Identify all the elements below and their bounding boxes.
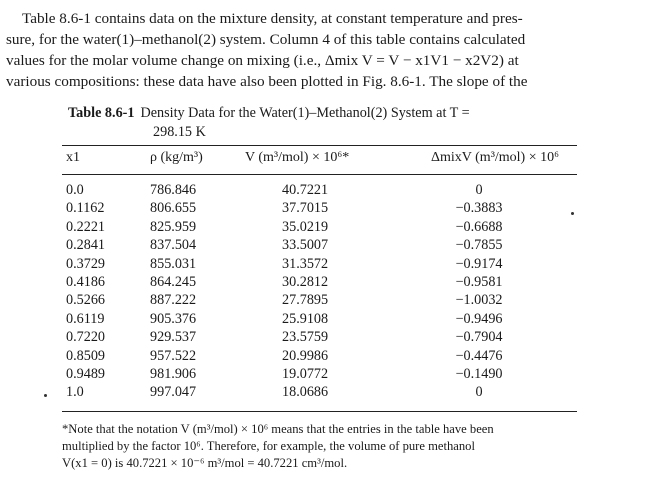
table-row — [0, 329, 664, 347]
table-row — [0, 237, 664, 255]
table-row — [0, 366, 664, 384]
cell-density: 864.245 — [150, 273, 197, 290]
table-footnote — [62, 421, 582, 472]
cell-mixing-volume: −0.9496 — [455, 310, 503, 327]
table-header-rule — [62, 174, 577, 175]
paragraph-line-3: values for the molar volume change on mixing (i.e., Δmix V = V − x1V1 − x2V2) at — [6, 52, 519, 69]
cell-x1: 0.8509 — [66, 347, 106, 364]
table-number: Table 8.6-1 — [68, 105, 135, 121]
cell-mixing-volume: −1.0032 — [455, 292, 503, 309]
cell-x1: 0.1162 — [66, 200, 105, 217]
table-row — [0, 200, 664, 218]
cell-x1: 0.5266 — [66, 292, 106, 309]
cell-x1: 1.0 — [66, 384, 84, 401]
cell-x1: 0.4186 — [66, 273, 106, 290]
table-body — [0, 182, 664, 403]
cell-mixing-volume: −0.4476 — [455, 347, 503, 364]
header-mixing-volume: ΔmixV (m³/mol) × 10⁶ — [431, 150, 559, 165]
cell-density: 905.376 — [150, 310, 197, 327]
cell-molar-volume: 33.5007 — [282, 237, 329, 254]
table-row — [0, 219, 664, 237]
paragraph-line-1: Table 8.6-1 contains data on the mixture density, at constant temperature and pres- — [22, 10, 523, 27]
cell-x1: 0.2221 — [66, 218, 106, 235]
cell-molar-volume: 18.0686 — [282, 384, 329, 401]
paragraph-line-4: various compositions: these data have also been plotted in Fig. 8.6-1. The slope of the — [6, 73, 528, 90]
cell-density: 981.906 — [150, 365, 197, 382]
cell-molar-volume: 30.2812 — [282, 273, 329, 290]
cell-mixing-volume: 0 — [475, 384, 483, 401]
cell-molar-volume: 20.9986 — [282, 347, 329, 364]
cell-mixing-volume: 0 — [475, 182, 483, 198]
table-caption — [68, 104, 588, 142]
footnote-line-2: multiplied by the factor 10⁶. Therefore, for example, the volume of pure methanol — [62, 439, 475, 453]
cell-x1: 0.7220 — [66, 329, 106, 346]
table-row — [0, 256, 664, 274]
table-row — [0, 292, 664, 310]
table-bottom-rule — [62, 411, 577, 412]
table-row — [0, 274, 664, 292]
cell-x1: 0.0 — [66, 182, 84, 198]
cell-density: 929.537 — [150, 329, 197, 346]
cell-molar-volume: 25.9108 — [282, 310, 329, 327]
cell-density: 957.522 — [150, 347, 197, 364]
table-row — [0, 384, 664, 402]
cell-molar-volume: 27.7895 — [282, 292, 329, 309]
cell-density: 825.959 — [150, 218, 197, 235]
cell-mixing-volume: −0.7904 — [455, 329, 503, 346]
table-top-rule — [62, 145, 577, 146]
intro-paragraph — [6, 8, 658, 92]
header-density: ρ (kg/m³) — [150, 150, 203, 165]
cell-density: 837.504 — [150, 237, 197, 254]
footnote-line-3: V(x1 = 0) is 40.7221 × 10⁻⁶ m³/mol = 40.7221 cm³/mol. — [62, 456, 348, 470]
table-row — [0, 348, 664, 366]
cell-density: 855.031 — [150, 255, 197, 272]
cell-molar-volume: 19.0772 — [282, 365, 329, 382]
cell-molar-volume: 31.3572 — [282, 255, 329, 272]
cell-density: 786.846 — [150, 182, 197, 198]
cell-mixing-volume: −0.6688 — [455, 218, 503, 235]
header-molar-volume: V (m³/mol) × 10⁶* — [245, 150, 350, 165]
cell-molar-volume: 37.7015 — [282, 200, 329, 217]
table-row — [0, 311, 664, 329]
scan-speck — [44, 394, 47, 397]
cell-density: 806.655 — [150, 200, 197, 217]
cell-x1: 0.6119 — [66, 310, 105, 327]
header-x1: x1 — [66, 150, 80, 165]
cell-density: 997.047 — [150, 384, 197, 401]
cell-x1: 0.9489 — [66, 365, 106, 382]
cell-x1: 0.2841 — [66, 237, 106, 254]
cell-mixing-volume: −0.7855 — [455, 237, 503, 254]
cell-molar-volume: 40.7221 — [282, 182, 329, 198]
footnote-line-1: *Note that the notation V (m³/mol) × 10⁶ means that the entries in the table have been — [62, 422, 494, 436]
paragraph-line-2: sure, for the water(1)–methanol(2) system. Column 4 of this table contains calculated — [6, 31, 526, 48]
table-title-line-2: 298.15 K — [153, 124, 206, 140]
cell-mixing-volume: −0.3883 — [455, 200, 503, 217]
scan-speck — [571, 212, 574, 215]
cell-mixing-volume: −0.9174 — [455, 255, 503, 272]
cell-molar-volume: 35.0219 — [282, 218, 329, 235]
cell-molar-volume: 23.5759 — [282, 329, 329, 346]
table-title: Density Data for the Water(1)–Methanol(2) System at T = — [140, 105, 470, 121]
cell-density: 887.222 — [150, 292, 197, 309]
cell-mixing-volume: −0.9581 — [455, 273, 503, 290]
table-row — [0, 182, 664, 200]
cell-mixing-volume: −0.1490 — [455, 365, 503, 382]
cell-x1: 0.3729 — [66, 255, 106, 272]
